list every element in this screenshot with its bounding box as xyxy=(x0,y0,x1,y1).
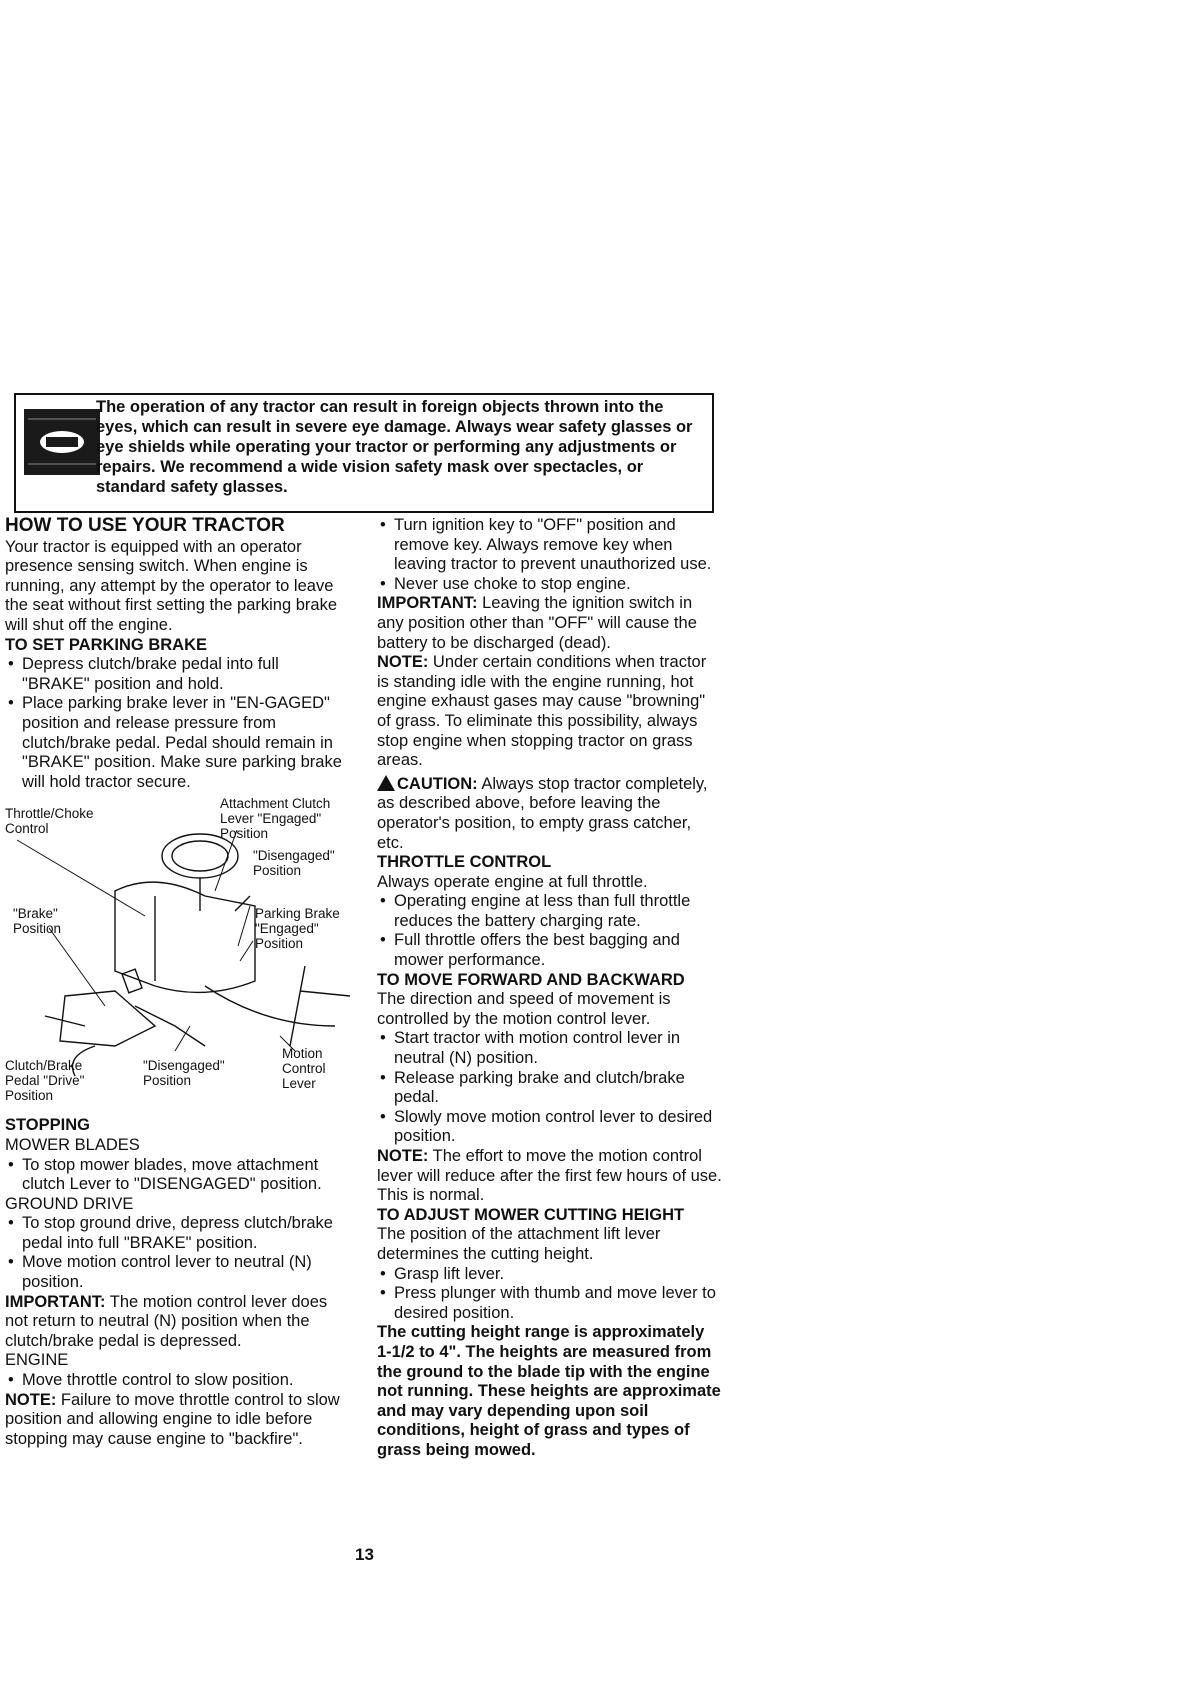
page-number: 13 xyxy=(355,1545,374,1564)
list-item: • Grasp lift lever. xyxy=(377,1265,722,1285)
parking-brake-label: Parking Brake "Engaged" Position xyxy=(255,906,340,952)
list-item: • To stop mower blades, move attachment clutch Lever to "DISENGAGED" position. xyxy=(5,1156,350,1195)
parking-brake-heading: TO SET PARKING BRAKE xyxy=(5,635,207,654)
safety-glasses-icon xyxy=(24,409,100,475)
important-note: IMPORTANT: The motion control lever does not return to neutral (N) position when the clutch/brake pedal is depressed. xyxy=(5,1292,328,1350)
left-column xyxy=(5,516,350,1449)
list-item: • Place parking brake lever in "EN-GAGED" position and release pressure from clutch/brake pedal. Pedal should remain in "BRAKE" position. Make sure parking brake will hold tractor secure. xyxy=(5,694,350,792)
move-intro: The direction and speed of movement is controlled by the motion control lever. xyxy=(377,990,671,1028)
safety-warning-box xyxy=(14,393,714,513)
mower-blades-heading: MOWER BLADES xyxy=(5,1135,140,1154)
throttle-list xyxy=(377,892,722,970)
list-item: • To stop ground drive, depress clutch/brake pedal into full "BRAKE" position. xyxy=(5,1214,350,1253)
throttle-choke-label: Throttle/Choke Control xyxy=(5,806,94,837)
disengaged-bottom-label: "Disengaged" Position xyxy=(143,1058,225,1089)
list-item: • Full throttle offers the best bagging and mower performance. xyxy=(377,931,722,970)
motion-control-label: Motion Control Lever xyxy=(282,1046,326,1092)
list-item: • Never use choke to stop engine. xyxy=(377,575,722,595)
throttle-intro: Always operate engine at full throttle. xyxy=(377,872,648,891)
move-list xyxy=(377,1029,722,1147)
attachment-clutch-label: Attachment Clutch Lever "Engaged" Position xyxy=(220,796,331,842)
cutting-height-intro: The position of the attachment lift lever determines the cutting height. xyxy=(377,1225,661,1263)
tractor-controls-diagram xyxy=(5,796,350,1114)
ignition-list xyxy=(377,516,722,594)
right-column xyxy=(377,516,722,1461)
list-item: • Depress clutch/brake pedal into full "BRAKE" position and hold. xyxy=(5,655,350,694)
caution-note: CAUTION: Always stop tractor completely, as described above, before leaving the operator's position, to empty grass catcher, etc. xyxy=(377,774,708,852)
section-title: HOW TO USE YOUR TRACTOR xyxy=(5,515,285,536)
engine-note: NOTE: Failure to move throttle control to slow position and allowing engine to idle before stopping may cause engine to "backfire". xyxy=(5,1390,340,1448)
cutting-height-list xyxy=(377,1265,722,1324)
important-note: IMPORTANT: Leaving the ignition switch in any position other than "OFF" will cause the battery to be discharged (dead). xyxy=(377,594,697,652)
mower-blades-list xyxy=(5,1156,350,1195)
engine-list xyxy=(5,1371,350,1391)
ground-drive-heading: GROUND DRIVE xyxy=(5,1194,134,1213)
list-item: • Start tractor with motion control lever in neutral (N) position. xyxy=(377,1029,722,1068)
list-item: • Slowly move motion control lever to desired position. xyxy=(377,1108,722,1147)
list-item: • Turn ignition key to "OFF" position and remove key. Always remove key when leaving tractor to prevent unauthorized use. xyxy=(377,516,722,575)
throttle-control-heading: THROTTLE CONTROL xyxy=(377,853,552,872)
brake-position-label: "Brake" Position xyxy=(13,906,62,937)
intro-paragraph: Your tractor is equipped with an operator presence sensing switch. When engine is running, any attempt by the operator to leave the seat without first setting the parking brake will shut off the engine. xyxy=(5,537,338,634)
list-item: • Press plunger with thumb and move lever to desired position. xyxy=(377,1284,722,1323)
stopping-heading: STOPPING xyxy=(5,1116,90,1135)
ground-drive-list xyxy=(5,1214,350,1292)
clutch-brake-label: Clutch/Brake Pedal "Drive" Position xyxy=(5,1058,85,1104)
warning-triangle-icon xyxy=(377,775,395,791)
move-heading: TO MOVE FORWARD AND BACKWARD xyxy=(377,970,685,989)
disengaged-top-label: "Disengaged" Position xyxy=(253,848,335,879)
list-item: • Operating engine at less than full throttle reduces the battery charging rate. xyxy=(377,892,722,931)
cutting-height-text: The cutting height range is approximately 1-1/2 to 4". The heights are measured from the ground to the blade tip with the engine not running. These heights are approximate and may vary depending upon soil conditions, height of grass and types of grass being mowed. xyxy=(377,1323,721,1459)
list-item: • Release parking brake and clutch/brake pedal. xyxy=(377,1069,722,1108)
list-item: • Move throttle control to slow position. xyxy=(5,1371,350,1391)
parking-brake-list xyxy=(5,655,350,792)
motion-note: NOTE: The effort to move the motion control lever will reduce after the first few hours of use. This is normal. xyxy=(377,1147,722,1205)
engine-heading: ENGINE xyxy=(5,1351,69,1370)
list-item: • Move motion control lever to neutral (N) position. xyxy=(5,1253,350,1292)
cutting-height-heading: TO ADJUST MOWER CUTTING HEIGHT xyxy=(377,1205,685,1224)
grass-note: NOTE: Under certain conditions when tractor is standing idle with the engine running, hot engine exhaust gases may cause "browning" of grass. To eliminate this possibility, always stop engine when stopping tractor on grass areas. xyxy=(377,653,707,770)
warning-text: The operation of any tractor can result in foreign objects thrown into the eyes, which can result in severe eye damage. Always wear safety glasses or eye shields while operating your tractor or performing any adjustments or repairs. We recommend a wide vision safety mask over spectacles, or standard safety glasses. xyxy=(96,398,693,496)
